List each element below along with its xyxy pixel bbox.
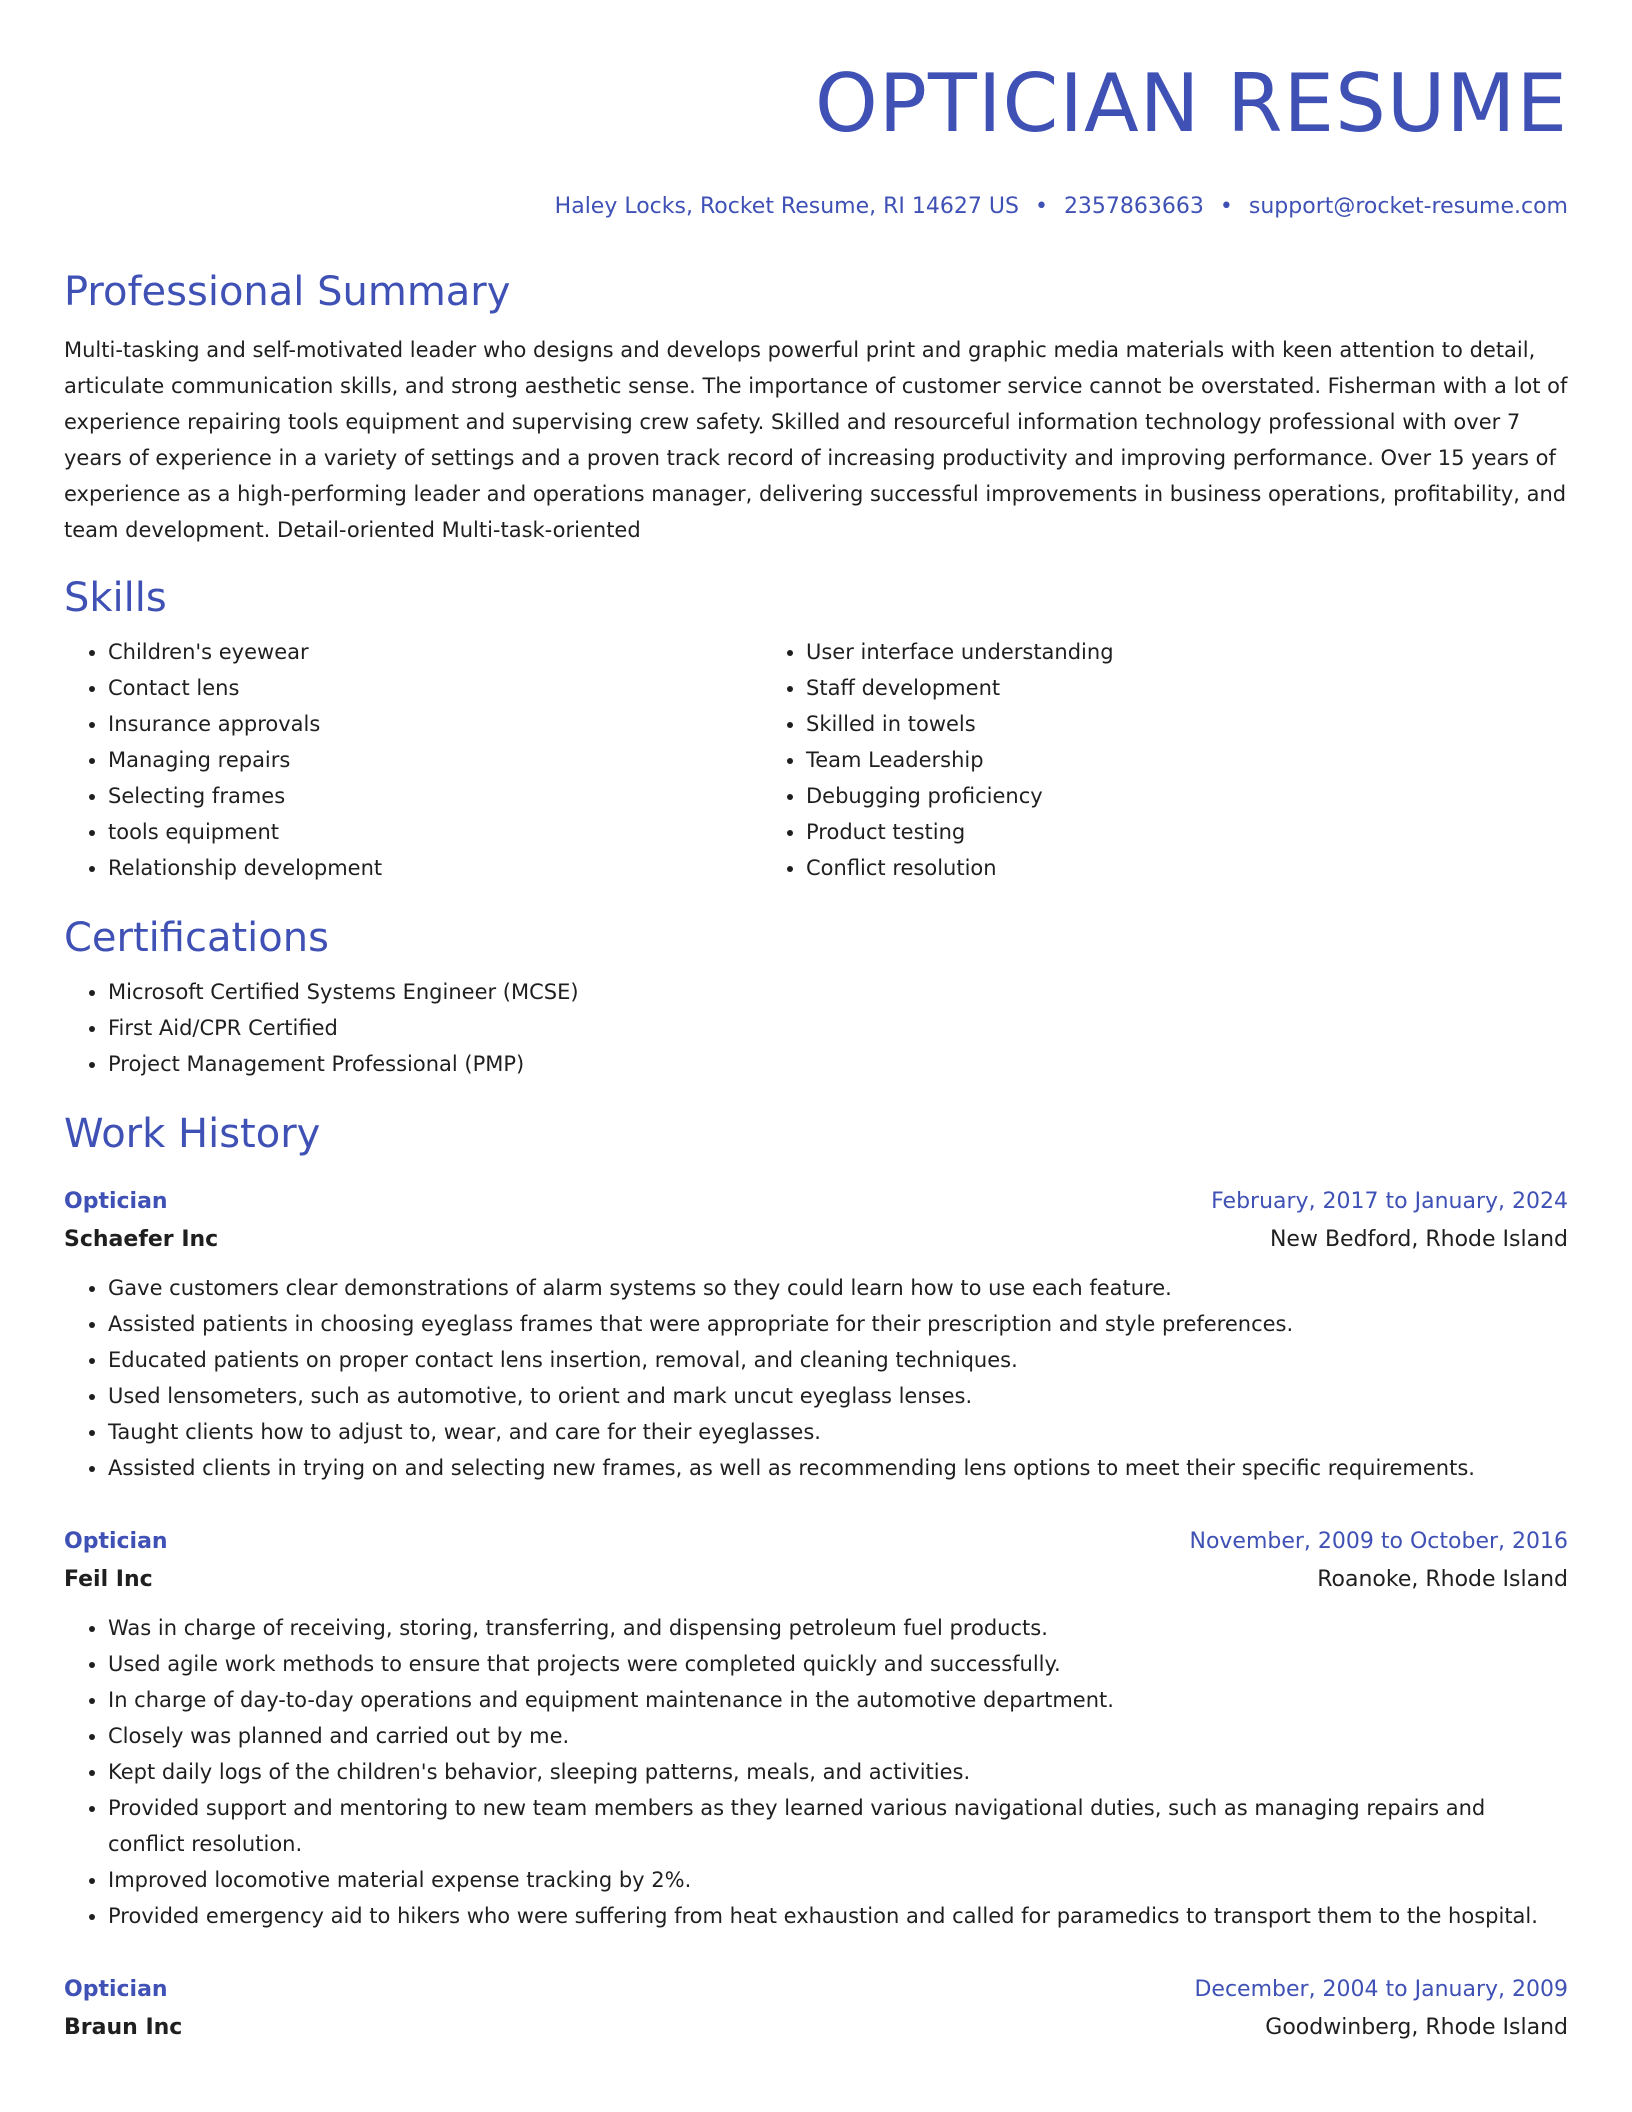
job-header <box>64 1524 1568 1560</box>
skill-item: • Children's eyewear <box>108 634 762 670</box>
skill-item: • Skilled in towels <box>806 706 1568 742</box>
skill-item: • Selecting frames <box>108 778 762 814</box>
job-location: Roanoke, Rhode Island <box>1317 1567 1568 1592</box>
skill-item: • Debugging proficiency <box>806 778 1568 814</box>
job-entry <box>64 1524 1568 1934</box>
job-subheader <box>64 1220 1568 1260</box>
job-duty: • In charge of day-to-day operations and equipment maintenance in the automotive department. <box>108 1682 1568 1718</box>
job-duty: • Closely was planned and carried out by me. <box>108 1718 1568 1754</box>
skill-item: • Contact lens <box>108 670 762 706</box>
certification-item: • Microsoft Certified Systems Engineer (MCSE) <box>108 974 1568 1010</box>
job-role: Optician <box>64 1529 168 1554</box>
job-location: New Bedford, Rhode Island <box>1269 1227 1568 1252</box>
job-duty: • Used lensometers, such as automotive, to orient and mark uncut eyeglass lenses. <box>108 1378 1568 1414</box>
contact-address: Haley Locks, Rocket Resume, RI 14627 US <box>554 194 1019 219</box>
resume-title: OPTICIAN RESUME <box>814 57 1568 150</box>
job-subheader <box>64 1560 1568 1600</box>
job-dates: November, 2009 to October, 2016 <box>1189 1529 1568 1554</box>
certifications-heading: Certifications <box>64 915 329 961</box>
job-dates: February, 2017 to January, 2024 <box>1211 1189 1568 1214</box>
job-duty: • Kept daily logs of the children's behavior, sleeping patterns, meals, and activities. <box>108 1754 1568 1790</box>
job-entry <box>64 1972 1568 2048</box>
job-duty: • Assisted patients in choosing eyeglass frames that were appropriate for their prescription and style preferences. <box>108 1306 1568 1342</box>
job-header <box>64 1972 1568 2008</box>
contact-phone: 2357863663 <box>1063 194 1204 219</box>
job-duty: • Improved locomotive material expense tracking by 2%. <box>108 1862 1568 1898</box>
skill-item: • User interface understanding <box>806 634 1568 670</box>
certifications-list <box>64 974 1568 1082</box>
job-role: Optician <box>64 1189 168 1214</box>
skills-heading: Skills <box>64 575 167 621</box>
certification-item: • First Aid/CPR Certified <box>108 1010 1568 1046</box>
job-duties <box>64 1610 1568 1934</box>
work-history-heading: Work History <box>64 1111 321 1157</box>
skills-list <box>64 634 1568 886</box>
skill-item: • Product testing <box>806 814 1568 850</box>
resume-page <box>64 0 1568 2048</box>
contact-separator: • <box>1219 194 1233 219</box>
job-company: Braun Inc <box>64 2015 183 2040</box>
contact-line <box>64 192 1568 222</box>
skills-column-right <box>762 634 1568 886</box>
job-duty: • Used agile work methods to ensure that projects were completed quickly and successfully. <box>108 1646 1568 1682</box>
job-duty: • Provided emergency aid to hikers who were suffering from heat exhaustion and called for paramedics to transport them to the hospital. <box>108 1898 1568 1934</box>
job-header <box>64 1184 1568 1220</box>
summary-text: Multi-tasking and self-motivated leader who designs and develops powerful print and graphic media materials with keen attention to detail, articulate communication skills, and strong aesthetic sense. The importance of customer service cannot be overstated. Fisherman with a lot of experience repairing tools equipment and supervising crew safety. Skilled and resourceful information technology professional with over 7 years of experience in a variety of settings and a proven track record of increasing productivity and improving performance. Over 15 years of experience as a high-performing leader and operations manager, delivering successful improvements in business operations, profitability, and team development. Detail-oriented Multi-task-oriented <box>64 338 1568 542</box>
job-location: Goodwinberg, Rhode Island <box>1265 2015 1568 2040</box>
skill-item: • Insurance approvals <box>108 706 762 742</box>
contact-separator: • <box>1034 194 1048 219</box>
job-duty: • Gave customers clear demonstrations of alarm systems so they could learn how to use each feature. <box>108 1270 1568 1306</box>
job-dates: December, 2004 to January, 2009 <box>1194 1977 1568 2002</box>
job-role: Optician <box>64 1977 168 2002</box>
skill-item: • Relationship development <box>108 850 762 886</box>
job-company: Schaefer Inc <box>64 1227 219 1252</box>
skill-item: • Staff development <box>806 670 1568 706</box>
skills-column-left <box>64 634 762 886</box>
certification-item: • Project Management Professional (PMP) <box>108 1046 1568 1082</box>
job-duties <box>64 1270 1568 1486</box>
job-entry <box>64 1184 1568 1486</box>
job-subheader <box>64 2008 1568 2048</box>
skill-item: • tools equipment <box>108 814 762 850</box>
job-duty: • Educated patients on proper contact lens insertion, removal, and cleaning techniques. <box>108 1342 1568 1378</box>
contact-email: support@rocket-resume.com <box>1248 194 1568 219</box>
skill-item: • Conflict resolution <box>806 850 1568 886</box>
job-duty: • Taught clients how to adjust to, wear, and care for their eyeglasses. <box>108 1414 1568 1450</box>
job-company: Feil Inc <box>64 1567 153 1592</box>
skill-item: • Team Leadership <box>806 742 1568 778</box>
skill-item: • Managing repairs <box>108 742 762 778</box>
job-duty: • Was in charge of receiving, storing, transferring, and dispensing petroleum fuel products. <box>108 1610 1568 1646</box>
job-duty: • Assisted clients in trying on and selecting new frames, as well as recommending lens options to meet their specific requirements. <box>108 1450 1568 1486</box>
summary-heading: Professional Summary <box>64 269 511 315</box>
job-duty: • Provided support and mentoring to new team members as they learned various navigational duties, such as managing repairs and conflict resolution. <box>108 1790 1568 1862</box>
